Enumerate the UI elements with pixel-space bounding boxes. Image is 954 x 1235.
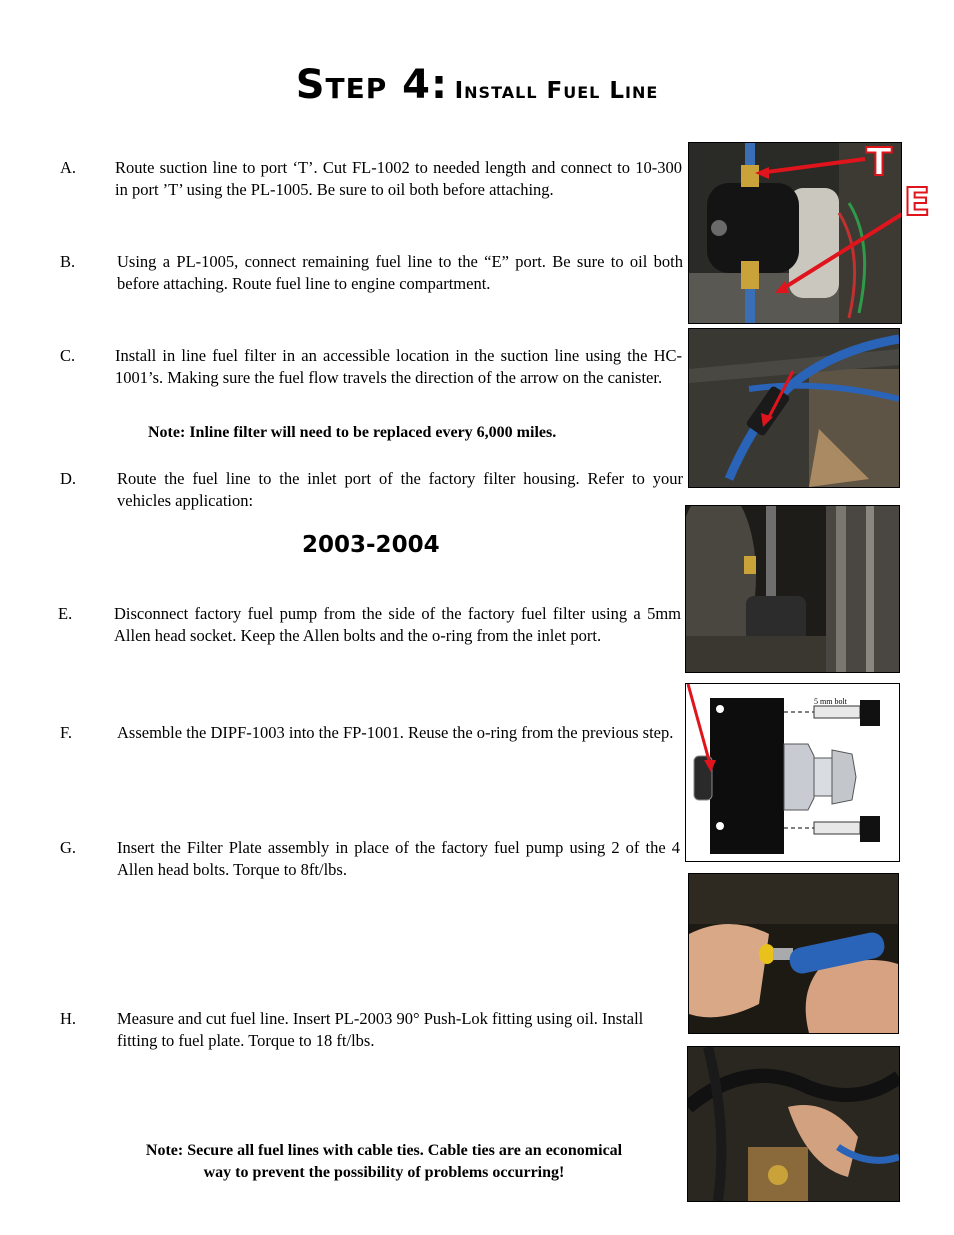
factory-filter-photo: [685, 505, 900, 673]
step-b-letter: B.: [60, 252, 76, 271]
fitting-installed-photo: [687, 1046, 900, 1202]
step-title: Install Fuel Line: [454, 78, 659, 104]
filter-plate-diagram: [685, 683, 900, 862]
filter-note: Note: Inline filter will need to be replaced every 6,000 miles.: [148, 424, 557, 441]
cable-tie-note-line2: way to prevent the possibility of problems occurring!: [203, 1164, 565, 1181]
step-a-text: Route suction line to port ‘T’. Cut FL-1002 to needed length and connect to 10-300 in port ’T’ using the PL-1005. Be sure to oil both before attaching.: [115, 158, 682, 199]
bolt-label: 5 mm bolt: [814, 697, 847, 706]
step-h-text: Measure and cut fuel line. Insert PL-2003 90° Push-Lok fitting using oil. Install fitting to fuel plate. Torque to 18 ft/lbs.: [117, 1009, 644, 1050]
step-e-text: Disconnect factory fuel pump from the side of the factory fuel filter using a 5mm Allen head socket. Keep the Allen bolts and the o-ring from the inlet port.: [114, 604, 681, 645]
cable-tie-note: [80, 1140, 688, 1184]
fitting-insert-photo: [688, 873, 899, 1034]
step-d-letter: D.: [60, 469, 77, 488]
year-heading: 2003-2004: [302, 532, 440, 558]
step-c-text: Install in line fuel filter in an accessible location in the suction line using the HC-1001’s. Making sure the fuel flow travels the direction of the arrow on the canister.: [115, 346, 682, 387]
page-title: [0, 62, 954, 108]
port-t-label: T: [866, 140, 892, 184]
step-d-text: Route the fuel line to the inlet port of the factory filter housing. Refer to your vehicles application:: [117, 469, 683, 510]
step-f-letter: F.: [60, 723, 72, 742]
step-h-letter: H.: [60, 1009, 77, 1028]
step-b-text: Using a PL-1005, connect remaining fuel line to the “E” port. Be sure to oil both before attaching. Route fuel line to engine compartment.: [117, 252, 683, 293]
step-g-text: Insert the Filter Plate assembly in place of the factory fuel pump using 2 of the 4 Allen head bolts. Torque to 8ft/lbs.: [117, 838, 680, 879]
step-g-letter: G.: [60, 838, 77, 857]
step-e-letter: E.: [58, 604, 73, 623]
step-f-text: Assemble the DIPF-1003 into the FP-1001. Reuse the o-ring from the previous step.: [117, 723, 674, 742]
step-number: Step 4:: [295, 62, 449, 108]
step-c-letter: C.: [60, 346, 76, 365]
port-e-label: E: [904, 180, 930, 224]
inline-filter-photo: [688, 328, 900, 488]
cable-tie-note-line1: Note: Secure all fuel lines with cable ties. Cable ties are an economical: [145, 1142, 623, 1159]
step-a-letter: A.: [60, 158, 77, 177]
